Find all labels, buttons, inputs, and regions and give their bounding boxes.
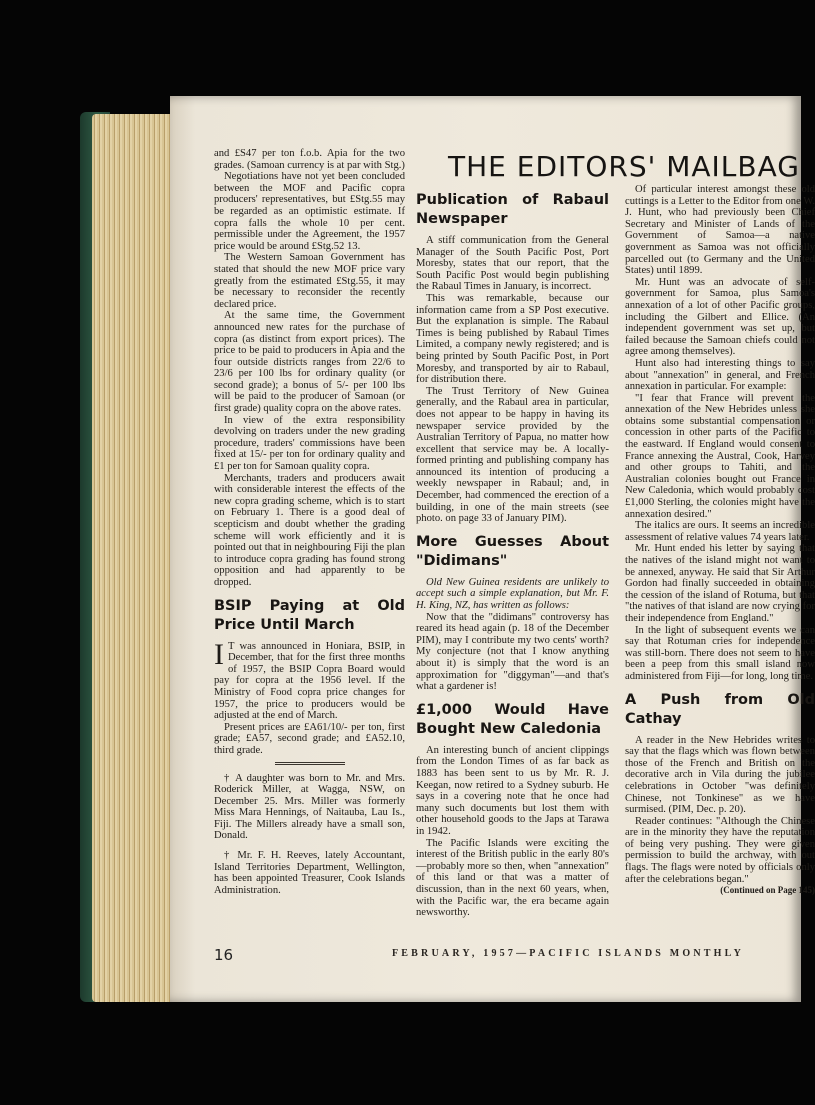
paragraph: Of particular interest amongst these old cuttings is a Letter to the Editor from one W. J. Hunt, who had previously been Chief Secretary and Minister of Lands of the Government of Samoa—a native government as Samoa was not officially parcelled out (to Germany and the United States) until 1899.: [625, 184, 815, 277]
paragraph: "I fear that France will prevent the annexation of the New Hebrides unless she obtains some substantial compensation or concession in other parts of the Pacific to the eastward. If England would consent to France annexing the Austral, Cook, Harvey and other groups to Tahiti, and the Australian colonies bought out France in New Caledonia, which would probably cost £1,000 Sterling, the colonies might have the annexation desired.": [625, 392, 815, 520]
paragraph: Reader continues: "Although the Chinese are in the minority they have the reputation of being very pushing. They were given permission to build the archway, with out flags. The flags were noted by officials only after the celebrations began.": [625, 815, 815, 885]
paragraph: Mr. Hunt ended his letter by saying that the natives of the island might not want to be annexed, anyway. He said that Sir Arthur Gordon had finally succeeded in obtaining the cession of the island of Rotuma, but that "the natives of that island are now crying for their independence from England.": [625, 543, 815, 624]
continued-note: (Continued on Page 145): [720, 885, 815, 896]
paragraph: At the same time, the Government announced new rates for the purchase of copra (as distinct from export prices). The price to be paid to producers in Apia and the four outside districts ranges from 22/6 to 23/6 per 100 lbs for ordinary quality (or second grade); a bonus of 5/- per 100 lbs will be paid to the producer of Samoan (or first grade) quality copra on the above rates.: [214, 310, 405, 415]
paragraph: I T was announced in Honiara, BSIP, in December, that for the first three months of 1957, the BSIP Copra Board would pay for copra at the 1956 level. If the Ministry of Food copra price changes for 1957, the price to producers would be adjusted at the end of March.: [214, 637, 405, 722]
masthead-title: THE EDITORS' MAILBAG: [448, 150, 800, 183]
column-2: [416, 191, 609, 919]
paragraph: A stiff communication from the General Manager of the South Pacific Post, Port Moresby, states that our report, that the South Pacific Post would begin publishing the Rabaul Times in January, is incorrect.: [416, 235, 609, 293]
magazine-page: [170, 96, 815, 1002]
paragraph: The Pacific Islands were exciting the interest of the British public in the early 80's—probably more so then, when "annexation" of this land or that was a matter of discussion, than in the next 60 years, when, with the Pacific war, the era became again newsworthy.: [416, 837, 609, 919]
headline-cathay: A Push from Old Cathay: [625, 691, 815, 727]
paragraph: The italics are ours. It seems an incredible assessment of relative values 74 years later.: [625, 520, 815, 543]
drop-cap: I: [214, 637, 224, 671]
column-3: [625, 184, 815, 897]
paragraph: The Western Samoan Government has stated that should the new MOF price vary greatly from the estimated £Stg.55, it may be necessary to reconsider the recently declared price.: [214, 252, 405, 310]
headline-rabaul: Publication of Rabaul Newspaper: [416, 192, 609, 227]
divider-rule: [275, 762, 345, 765]
paragraph: In view of the extra responsibility devolving on traders under the new grading procedure, traders' commissions have been fixed at 15/- per ton for ordinary quality and £1 per ton for Samoan quality copra.: [214, 414, 405, 473]
paragraph: The Trust Territory of New Guinea generally, and the Rabaul area in particular, does not appear to be happy in having its newspaper service provided by the Australian Territory of Papua, no matter how excellent that service may be. A locally-formed printing and publishing company has announced its intention of producing a weekly newspaper in Rabaul; and, in December, had commenced the erection of a building, in one of the main streets (see photo. on page 33 of January PIM).: [416, 385, 609, 525]
news-note: † A daughter was born to Mr. and Mrs. Roderick Miller, at Wagga, NSW, on December 25. Mrs. Miller was formerly Miss Mara Hennings, of Naitauba, Lau Is., Fiji. The Millers already have a small son, Donald.: [214, 772, 405, 842]
paragraph: This was remarkable, because our information came from a SP Post executive. But the explanation is simple. The Rabaul Times is being published by Rabaul Times Limited, a company newly registered; and is being printed by South Pacific Post, in Port Moresby, and transported by air to Rabaul, for distribution there.: [416, 292, 609, 386]
paragraph: Present prices are £A61/10/- per ton, first grade; £A57, second grade; and £A52.10, third grade.: [214, 721, 405, 756]
running-footer: FEBRUARY, 1957—PACIFIC ISLANDS MONTHLY: [392, 948, 745, 959]
paragraph: Now that the "didimans" controversy has reared its head again (p. 18 of the December PIM), may I contribute my two cents' worth? My conjecture (not that I know anything about it) is simply that the word is an approximation for "diggyman"—and that's what a gardener is!: [416, 611, 609, 693]
headline-bsip: BSIP Paying at Old Price Until March: [214, 597, 405, 633]
paragraph: and £S47 per ton f.o.b. Apia for the two grades. (Samoan currency is at par with Stg.): [214, 148, 405, 171]
paragraph: Old New Guinea residents are unlikely to accept such a simple explanation, but Mr. F. H. King, NZ, has written as follows:: [416, 576, 609, 612]
headline-didimans: More Guesses About "Didimans": [416, 533, 609, 569]
page-number: 16: [214, 946, 234, 964]
paragraph: Merchants, traders and producers await with considerable interest the effects of the new copra grading scheme, which is to start on February 1. There is a good deal of scepticism and doubt whether the grading scheme will work efficiently and it is pointed out that in neighbouring Fiji the plan to introduce copra grading has found strong opposition and had apparently to be dropped.: [214, 472, 405, 588]
news-note: † Mr. F. H. Reeves, lately Accountant, Island Territories Department, Wellington, has been appointed Treasurer, Cook Islands Administration.: [214, 850, 405, 896]
paragraph: Negotiations have not yet been concluded between the MOF and Pacific copra producers' representatives, but £Stg.55 may be regarded as an optimistic estimate. If copra falls the whole 10 per cent. permissible under the Agreement, the 1957 price would be around £Stg.52 13.: [214, 171, 405, 252]
page-edges: [92, 114, 174, 1002]
paragraph: Mr. Hunt was an advocate of self-government for Samoa, plus Samoa's annexation of a lot of other Pacific groups, including the Gilbert and Ellice. (An independent government was set up, but failed because the Samoan chiefs could not agree among themselves).: [625, 276, 815, 358]
paragraph: A reader in the New Hebrides writes to say that the flags which was flown between those of the French and British on the decorative arch in Vila during the jubilee celebrations in October "was definitely Chinese, not Tonkinese" as we have surmised. (PIM, Dec. p. 20).: [625, 734, 815, 816]
column-1: [214, 148, 405, 896]
paragraph: Hunt also had interesting things to say about "annexation" in general, and French annexation in particular. For example:: [625, 357, 815, 393]
paragraph: In the light of subsequent events we can say that Rotuman cries for independence was still-born. There does not seem to have been a peep from this small island now administered from Fiji—for long, long time.: [625, 624, 815, 682]
paragraph: An interesting bunch of ancient clippings from the London Times of as far back as 1883 has been sent to us by Mr. R. J. Keegan, now retired to a Sydney suburb. He says in a covering note that he once had many such documents but lost them with other household goods to the Japs at Tarawa in 1942.: [416, 744, 609, 837]
headline-new-caledonia: £1,000 Would Have Bought New Caledonia: [416, 701, 609, 737]
